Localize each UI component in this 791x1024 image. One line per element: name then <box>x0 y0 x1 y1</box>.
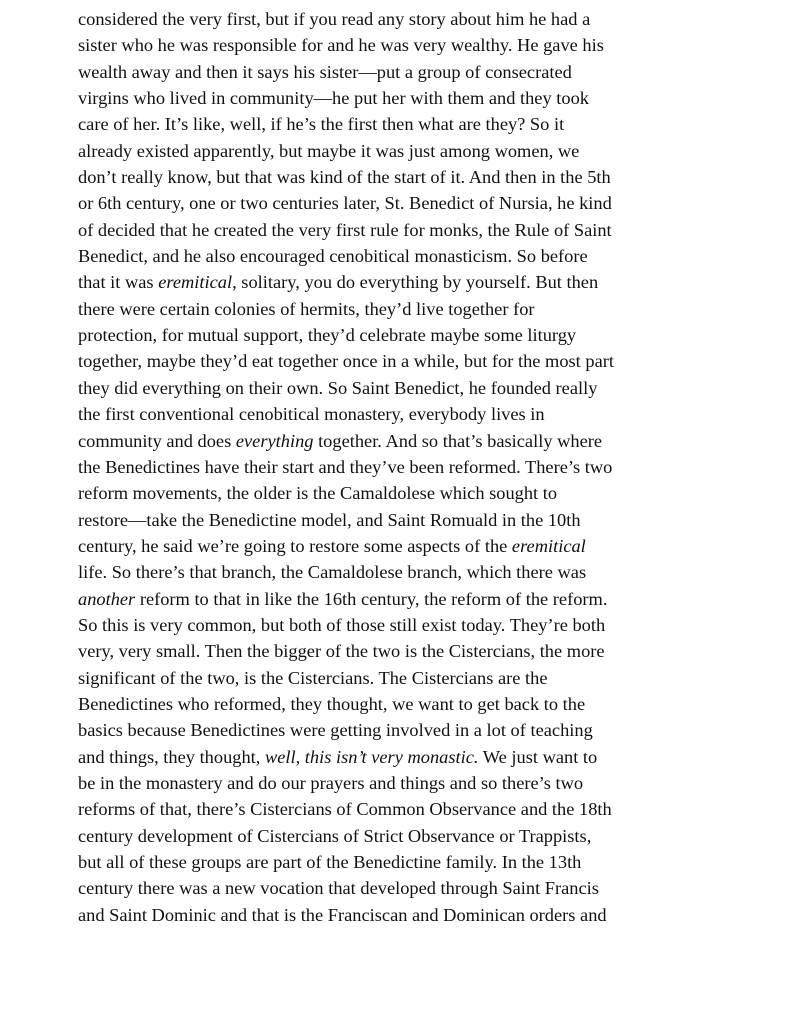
text-line <box>78 665 791 691</box>
text-segment: life. So there’s that branch, the Camaldolese branch, which there was <box>78 562 587 583</box>
text-segment: Benedictines who reformed, they thought, we want to get back to the <box>78 693 586 714</box>
text-segment: reform movements, the older is the Camaldolese which sought to <box>78 483 558 504</box>
text-segment: protection, for mutual support, they’d celebrate maybe some liturgy <box>78 325 577 346</box>
text-line <box>78 85 791 111</box>
text-segment: but all of these groups are part of the Benedictine family. In the 13th <box>78 852 582 872</box>
text-line <box>78 559 791 585</box>
text-line <box>78 507 791 533</box>
text-segment: century there was a new vocation that developed through Saint Francis <box>78 878 599 899</box>
italic-text: everything <box>235 430 314 451</box>
text-segment: they did everything on their own. So Saint Benedict, he founded really <box>78 377 598 398</box>
text-line <box>78 796 791 822</box>
text-segment: community and does <box>78 430 236 451</box>
text-line <box>78 6 791 32</box>
text-line <box>78 138 791 164</box>
text-line <box>78 428 791 454</box>
text-line <box>78 190 791 216</box>
text-segment: don’t really know, but that was kind of the start of it. And then in the 5th <box>78 167 611 188</box>
italic-text: eremitical <box>158 272 233 293</box>
text-line <box>78 533 791 559</box>
text-line <box>78 375 791 401</box>
text-line <box>78 849 791 875</box>
text-line <box>78 59 791 85</box>
text-line <box>78 322 791 348</box>
text-segment: restore—take the Benedictine model, and Saint Romuald in the 10th <box>78 509 581 530</box>
text-line <box>78 164 791 190</box>
text-segment: , solitary, you do everything by yourself. But then <box>232 272 599 293</box>
text-segment: wealth away and then it says his sister—put a group of consecrated <box>78 61 572 82</box>
text-line <box>78 691 791 717</box>
text-segment: care of her. It’s like, well, if he’s the first then what are they? So it <box>78 114 565 135</box>
text-segment: considered the very first, but if you read any story about him he had a <box>78 9 591 29</box>
text-line <box>78 875 791 901</box>
text-line <box>78 480 791 506</box>
text-segment: and things, they thought, <box>78 746 265 767</box>
text-segment: be in the monastery and do our prayers and things and so there’s two <box>78 772 584 793</box>
text-line <box>78 823 791 849</box>
text-segment: reform to that in like the 16th century, the reform of the reform. <box>135 588 608 609</box>
text-line <box>78 401 791 427</box>
text-segment: there were certain colonies of hermits, they’d live together for <box>78 298 535 319</box>
text-line <box>78 243 791 269</box>
text-segment: together, maybe they’d eat together once in a while, but for the most part <box>78 351 614 372</box>
text-segment: basics because Benedictines were getting involved in a lot of teaching <box>78 720 593 741</box>
text-segment: the Benedictines have their start and they’ve been reformed. There’s two <box>78 456 613 477</box>
text-segment: together. And so that’s basically where <box>313 430 603 451</box>
italic-text: well, this isn’t very monastic. <box>264 746 479 767</box>
italic-text: another <box>78 588 136 609</box>
text-segment: the first conventional cenobitical monastery, everybody lives in <box>78 404 545 425</box>
text-segment: We just want to <box>478 746 598 767</box>
text-line <box>78 638 791 664</box>
text-line <box>78 717 791 743</box>
text-line <box>78 744 791 770</box>
text-line <box>78 902 791 928</box>
text-segment: virgins who lived in community—he put her with them and they took <box>78 88 589 109</box>
text-line <box>78 348 791 374</box>
text-segment: sister who he was responsible for and he was very wealthy. He gave his <box>78 35 604 56</box>
text-line <box>78 217 791 243</box>
text-line <box>78 111 791 137</box>
text-segment: of decided that he created the very first rule for monks, the Rule of Saint <box>78 219 612 240</box>
text-segment: or 6th century, one or two centuries later, St. Benedict of Nursia, he kind <box>78 193 612 214</box>
text-line <box>78 454 791 480</box>
text-segment: very, very small. Then the bigger of the two is the Cistercians, the more <box>78 641 605 662</box>
text-segment: already existed apparently, but maybe it was just among women, we <box>78 140 580 161</box>
text-segment: century development of Cistercians of Strict Observance or Trappists, <box>78 825 592 846</box>
text-segment: and Saint Dominic and that is the Franciscan and Dominican orders and <box>78 904 607 925</box>
text-segment: that it was <box>78 272 159 293</box>
body-text <box>78 6 791 928</box>
text-segment: significant of the two, is the Cistercians. The Cistercians are the <box>78 667 548 688</box>
italic-text: eremitical <box>511 535 586 556</box>
text-segment: reforms of that, there’s Cistercians of Common Observance and the 18th <box>78 799 612 820</box>
text-segment: Benedict, and he also encouraged cenobitical monasticism. So before <box>78 246 588 267</box>
text-segment: So this is very common, but both of those still exist today. They’re both <box>78 614 606 635</box>
text-line <box>78 32 791 58</box>
text-segment: century, he said we’re going to restore some aspects of the <box>78 535 512 556</box>
text-line <box>78 586 791 612</box>
text-line <box>78 770 791 796</box>
text-line <box>78 269 791 295</box>
text-line <box>78 296 791 322</box>
text-line <box>78 612 791 638</box>
